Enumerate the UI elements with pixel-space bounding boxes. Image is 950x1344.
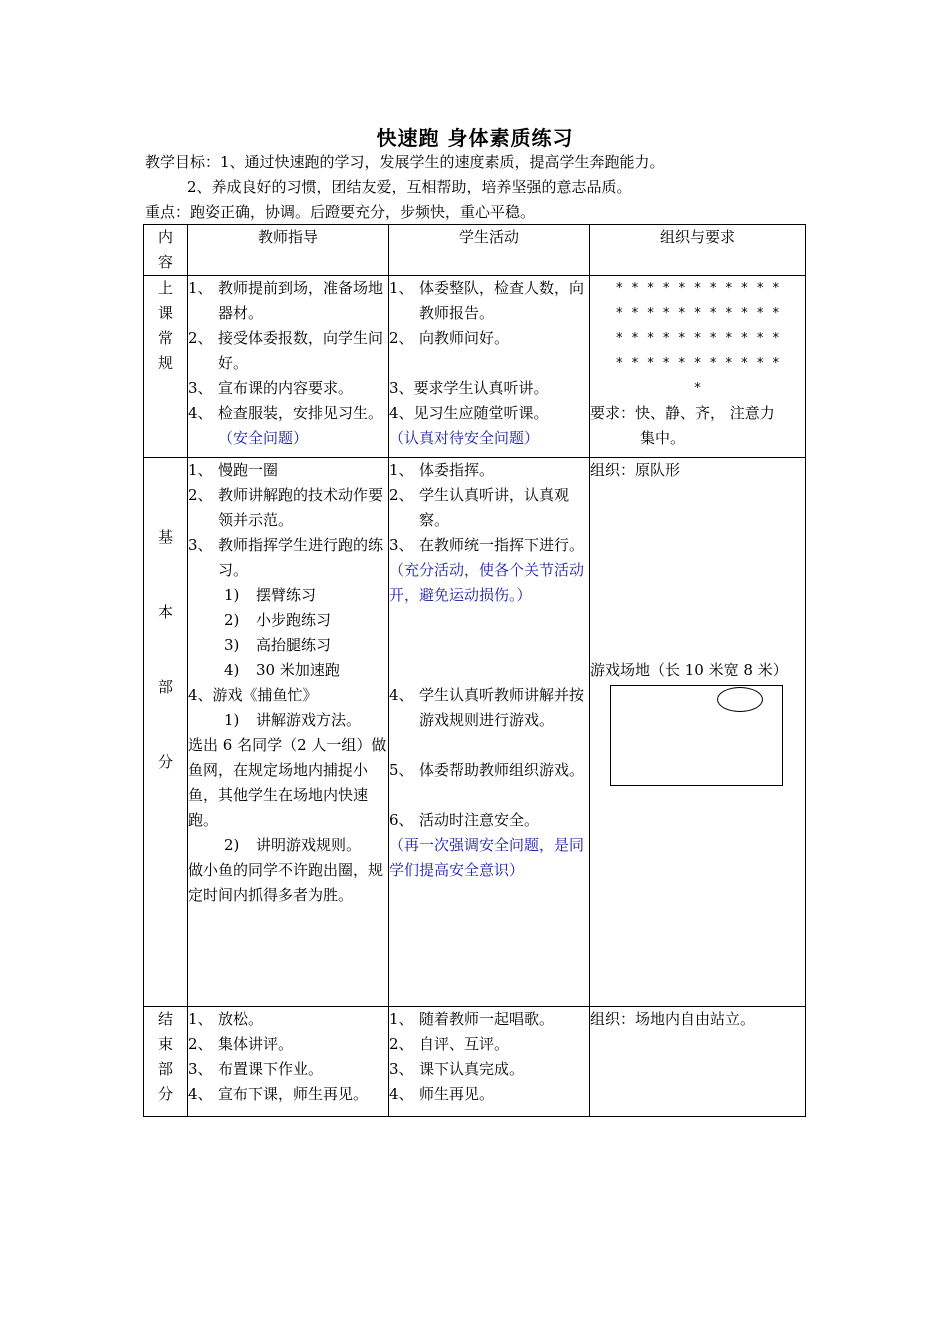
drill-item: 1) 摆臂练习 xyxy=(224,586,317,604)
game-field-diagram xyxy=(610,685,783,786)
circle-zone xyxy=(717,687,763,712)
objective-line-2: 2、养成良好的习惯，团结友爱，互相帮助，培养坚强的意志品质。 xyxy=(187,178,632,196)
game-title: 4、游戏《捕鱼忙》 xyxy=(188,686,318,704)
list-item: 1、 慢跑一圈 xyxy=(188,461,279,479)
header-section: 内 容 xyxy=(144,225,188,276)
routine-organization xyxy=(590,276,806,458)
lesson-plan-table xyxy=(143,224,806,1117)
safety-note: （认真对待安全问题） xyxy=(389,429,540,447)
field-label: 游戏场地（长 10 米宽 8 米） xyxy=(590,661,788,679)
game-step: 1) 讲解游戏方法。 xyxy=(224,711,362,729)
list-item: 1、 体委指挥。 xyxy=(389,461,495,479)
ending-teacher xyxy=(188,1007,389,1117)
list-item: 1、 教师提前到场，准备场地器材。 xyxy=(188,279,384,322)
formation-row: * * * * * * * * * * * xyxy=(615,281,780,296)
list-item: 3、 布置课下作业。 xyxy=(188,1060,324,1078)
list-item: 5、 体委帮助教师组织游戏。 xyxy=(389,761,585,779)
basic-organization xyxy=(590,458,806,1007)
routine-section-label: 上 课 常 规 xyxy=(144,276,188,458)
basic-section-label: 基 本 部 分 xyxy=(144,458,188,1007)
drill-item: 2) 小步跑练习 xyxy=(224,611,332,629)
requirement-text: 集中。 xyxy=(640,429,686,447)
formation-row: * * * * * * * * * * * xyxy=(615,306,780,321)
game-step-body: 做小鱼的同学不许跑出圈，规定时间内抓得多者为胜。 xyxy=(188,861,384,904)
ending-student xyxy=(389,1007,590,1117)
list-item: 1、 随着教师一起唱歌。 xyxy=(389,1010,555,1028)
list-item: 2、 自评、互评。 xyxy=(389,1035,510,1053)
routine-teacher xyxy=(188,276,389,458)
list-item: 6、 活动时注意安全。 xyxy=(389,811,540,829)
basic-row xyxy=(144,458,806,1007)
list-item: 3、要求学生认真听讲。 xyxy=(389,379,549,397)
list-item: 4、 宣布下课，师生再见。 xyxy=(188,1085,369,1103)
safety-note: （安全问题） xyxy=(218,429,309,447)
list-item: 2、 接受体委报数，向学生问好。 xyxy=(188,329,384,372)
header-teacher: 教师指导 xyxy=(188,225,389,276)
page-title: 快速跑 身体素质练习 xyxy=(376,126,574,150)
list-item: 1、 体委整队，检查人数，向教师报告。 xyxy=(389,279,585,322)
list-item: 2、 教师讲解跑的技术动作要领并示范。 xyxy=(188,486,384,529)
routine-student xyxy=(389,276,590,458)
list-item: 3、 教师指挥学生进行跑的练习。 xyxy=(188,536,384,579)
formation-row: * xyxy=(693,381,702,396)
basic-teacher xyxy=(188,458,389,1007)
list-item: 3、 课下认真完成。 xyxy=(389,1060,525,1078)
safety-note: （再一次强调安全问题，是同学们提高安全意识） xyxy=(389,836,585,879)
drill-item: 4) 30 米加速跑 xyxy=(224,661,340,679)
routine-row xyxy=(144,276,806,458)
formation-row: * * * * * * * * * * * xyxy=(615,331,780,346)
key-points-line: 重点：跑姿正确，协调。后蹬要充分，步频快，重心平稳。 xyxy=(145,203,536,221)
objective-line-1: 教学目标：1、通过快速跑的学习，发展学生的速度素质，提高学生奔跑能力。 xyxy=(145,153,665,171)
list-item: 4、 学生认真听教师讲解并按游戏规则进行游戏。 xyxy=(389,686,585,729)
formation-text: 组织：原队形 xyxy=(590,461,681,479)
game-step: 2) 讲明游戏规则。 xyxy=(224,836,362,854)
list-item: 2、 向教师问好。 xyxy=(389,329,510,347)
game-step-body: 选出 6 名同学（2 人一组）做鱼网，在规定场地内捕捉小鱼，其他学生在场地内快速跑。 xyxy=(188,736,387,829)
requirement-text: 要求：快、静、齐， 注意力 xyxy=(590,404,775,422)
ending-organization: 组织：场地内自由站立。 xyxy=(590,1007,806,1117)
drill-item: 3) 高抬腿练习 xyxy=(224,636,332,654)
list-item: 4、见习生应随堂听课。 xyxy=(389,404,549,422)
header-organization: 组织与要求 xyxy=(590,225,806,276)
table-header-row xyxy=(144,225,806,276)
list-item: 3、 在教师统一指挥下进行。 xyxy=(389,536,585,554)
ending-section-label: 结 束 部 分 xyxy=(144,1007,188,1117)
formation-row: * * * * * * * * * * * xyxy=(615,356,780,371)
list-item: 4、 师生再见。 xyxy=(389,1085,495,1103)
ending-row xyxy=(144,1007,806,1117)
list-item: 2、 集体讲评。 xyxy=(188,1035,294,1053)
header-student: 学生活动 xyxy=(389,225,590,276)
basic-student xyxy=(389,458,590,1007)
list-item: 3、 宣布课的内容要求。 xyxy=(188,379,354,397)
list-item: 2、 学生认真听讲，认真观察。 xyxy=(389,486,570,529)
list-item: 1、 放松。 xyxy=(188,1010,264,1028)
list-item: 4、 检查服装，安排见习生。（安全问题） xyxy=(188,404,384,447)
warmup-note: （充分活动，使各个关节活动开，避免运动损伤。） xyxy=(389,561,585,604)
